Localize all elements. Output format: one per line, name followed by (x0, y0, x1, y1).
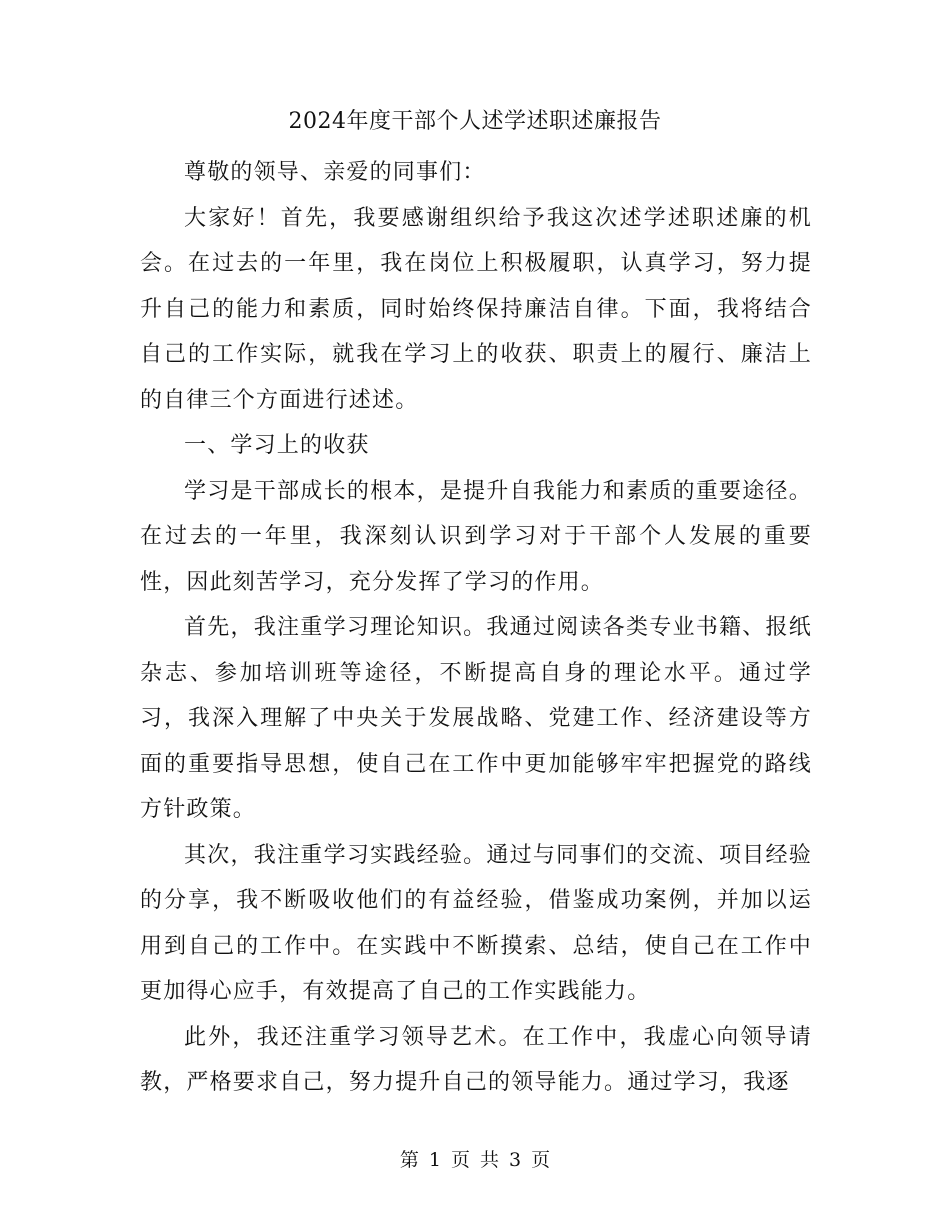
paragraph-intro: 大家好！首先，我要感谢组织给予我这次述学述职述廉的机会。在过去的一年里，我在岗位上积极履职，认真学习，努力提升自己的能力和素质，同时始终保持廉洁自律。下面，我将结合自己的工作实际，就我在学习上的收获、职责上的履行、廉洁上的自律三个方面进行述述。 (140, 205, 812, 413)
paragraph-theory-study: 首先，我注重学习理论知识。我通过阅读各类专业书籍、报纸杂志、参加培训班等途径，不断提高自身的理论水平。通过学习，我深入理解了中央关于发展战略、党建工作、经济建设等方面的重要指导思想，使自己在工作中更加能够牢牢把握党的路线方针政策。 (140, 615, 812, 822)
paragraph-practice-study: 其次，我注重学习实践经验。通过与同事们的交流、项目经验的分享，我不断吸收他们的有益经验，借鉴成功案例，并加以运用到自己的工作中。在实践中不断摸索、总结，使自己在工作中更加得心应手，有效提高了自己的工作实践能力。 (140, 842, 812, 1004)
page-footer: 第 1 页 共 3 页 (399, 1149, 551, 1171)
document-body (140, 150, 812, 1106)
document-title: 2024年度干部个人述学述职述廉报告 (288, 109, 662, 134)
section-heading-1: 一、学习上的收获 (184, 433, 370, 458)
salutation: 尊敬的领导、亲爱的同事们： (184, 160, 486, 185)
paragraph-learning-overview: 学习是干部成长的根本，是提升自我能力和素质的重要途径。在过去的一年里，我深刻认识到学习对于干部个人发展的重要性，因此刻苦学习，充分发挥了学习的作用。 (140, 478, 812, 595)
paragraph-leadership-study: 此外，我还注重学习领导艺术。在工作中，我虚心向领导请教，严格要求自己，努力提升自己的领导能力。通过学习，我逐 (140, 1024, 812, 1095)
